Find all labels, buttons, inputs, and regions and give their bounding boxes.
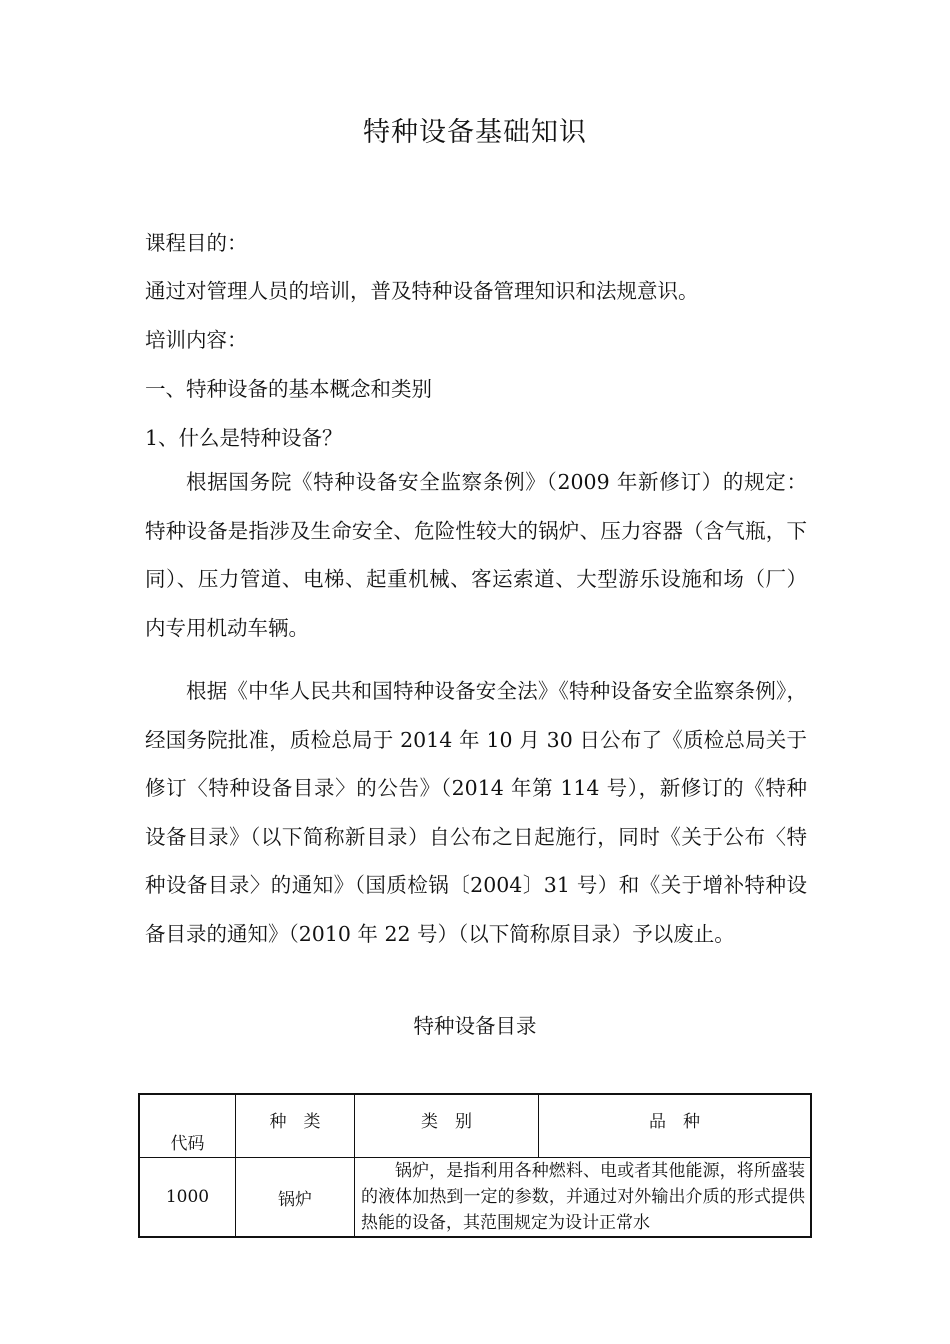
header-code: 代码 bbox=[139, 1094, 236, 1158]
course-goal-label: 课程目的： bbox=[145, 231, 248, 255]
catalog-table bbox=[138, 1093, 812, 1238]
document-title: 特种设备基础知识 bbox=[363, 117, 587, 148]
paragraph-definition: 根据国务院《特种设备安全监察条例》（2009 年新修订）的规定：特种设备是指涉及生命安全、危险性较大的锅炉、压力容器（含气瓶，下同）、压力管道、电梯、起重机械、客运索道、大型游乐设施和场（厂）内专用机动车辆。 bbox=[145, 470, 807, 640]
section-heading: 一、特种设备的基本概念和类别 bbox=[145, 377, 432, 401]
paragraph-catalog-notice: 根据《中华人民共和国特种设备安全法》《特种设备安全监察条例》，经国务院批准，质检总局于 2014 年 10 月 30 日公布了《质检总局关于修订〈特种设备目录〉的公告》（2014 年第 114 号），新修订的《特种设备目录》（以下简称新目录）自公布之日起施行，同时《关于公布〈特种设备目录〉的通知》（国质检锅〔2004〕31 号）和《关于增补特种设备目录的通知》（2010 年 22 号）（以下简称原目录）予以废止。 bbox=[145, 679, 807, 946]
row-code: 1000 bbox=[139, 1158, 236, 1238]
header-category: 类 别 bbox=[355, 1094, 539, 1158]
question-heading: 1、什么是特种设备？ bbox=[145, 426, 343, 450]
table-row bbox=[139, 1158, 811, 1238]
course-goal-text: 通过对管理人员的培训，普及特种设备管理知识和法规意识。 bbox=[145, 279, 699, 303]
row-description-cell bbox=[355, 1158, 812, 1238]
row-kind: 锅炉 bbox=[236, 1158, 355, 1238]
catalog-title: 特种设备目录 bbox=[413, 1014, 537, 1038]
table-header-row bbox=[139, 1094, 811, 1158]
header-kind: 种 类 bbox=[236, 1094, 355, 1158]
header-variety: 品 种 bbox=[539, 1094, 812, 1158]
row-description: 锅炉，是指利用各种燃料、电或者其他能源，将所盛装的液体加热到一定的参数，并通过对外输出介质的形式提供热能的设备，其范围规定为设计正常水 bbox=[361, 1161, 805, 1233]
training-content-label: 培训内容： bbox=[145, 328, 248, 352]
